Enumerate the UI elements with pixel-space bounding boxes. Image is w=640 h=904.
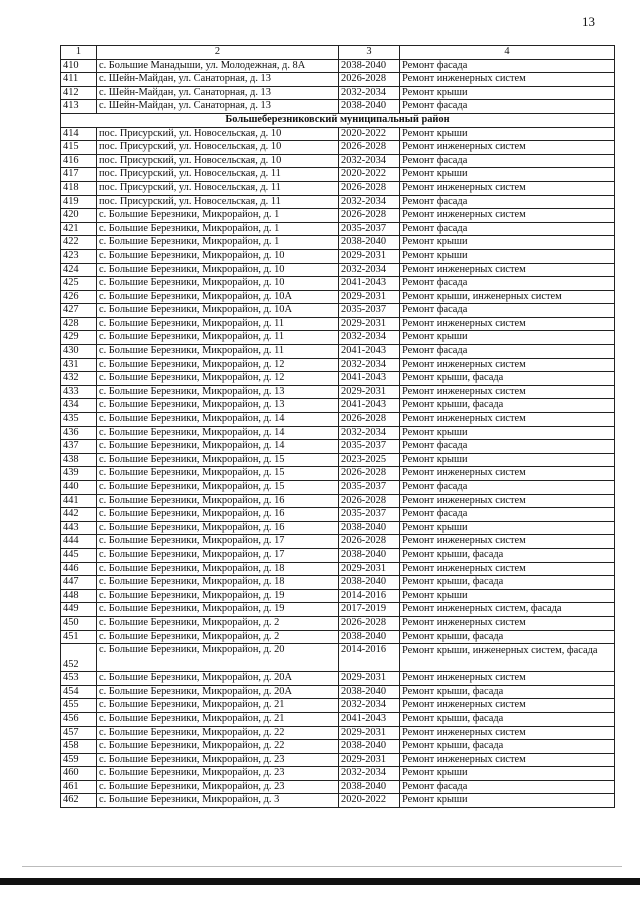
table-row: [61, 141, 615, 155]
period-cell: 2038-2040: [339, 685, 400, 699]
row-number-cell: 461: [61, 780, 97, 794]
table-row: [61, 209, 615, 223]
work-type-cell: Ремонт инженерных систем: [400, 73, 615, 87]
period-cell: 2041-2043: [339, 399, 400, 413]
table-row: [61, 780, 615, 794]
row-number-cell: 431: [61, 358, 97, 372]
row-number-cell: 413: [61, 100, 97, 114]
table-row: [61, 672, 615, 686]
address-cell: с. Большие Березники, Микрорайон, д. 1: [97, 222, 339, 236]
work-type-cell: Ремонт фасада: [400, 222, 615, 236]
row-number-cell: 450: [61, 616, 97, 630]
address-cell: с. Большие Березники, Микрорайон, д. 15: [97, 467, 339, 481]
address-cell: с. Большие Березники, Микрорайон, д. 16: [97, 521, 339, 535]
row-number-cell: 462: [61, 794, 97, 808]
period-cell: 2038-2040: [339, 100, 400, 114]
work-type-cell: Ремонт крыши, фасада: [400, 548, 615, 562]
period-cell: 2032-2034: [339, 86, 400, 100]
table-row: [61, 685, 615, 699]
work-type-cell: Ремонт фасада: [400, 59, 615, 73]
period-cell: 2032-2034: [339, 195, 400, 209]
row-number-cell: 422: [61, 236, 97, 250]
table-row: [61, 794, 615, 808]
period-cell: 2017-2019: [339, 603, 400, 617]
address-cell: с. Большие Березники, Микрорайон, д. 16: [97, 494, 339, 508]
period-cell: 2026-2028: [339, 467, 400, 481]
address-cell: с. Большие Березники, Микрорайон, д. 18: [97, 562, 339, 576]
period-cell: 2020-2022: [339, 794, 400, 808]
table-row: [61, 331, 615, 345]
table-row: [61, 630, 615, 644]
period-cell: 2026-2028: [339, 616, 400, 630]
row-number-cell: 432: [61, 372, 97, 386]
row-number-cell: 418: [61, 181, 97, 195]
column-header: 3: [339, 46, 400, 60]
address-cell: с. Большие Березники, Микрорайон, д. 15: [97, 453, 339, 467]
table-row: [61, 86, 615, 100]
address-cell: с. Большие Березники, Микрорайон, д. 10: [97, 277, 339, 291]
work-type-cell: Ремонт инженерных систем: [400, 263, 615, 277]
period-cell: 2029-2031: [339, 290, 400, 304]
period-cell: 2038-2040: [339, 59, 400, 73]
address-cell: с. Большие Березники, Микрорайон, д. 13: [97, 385, 339, 399]
period-cell: 2029-2031: [339, 385, 400, 399]
work-type-cell: Ремонт инженерных систем: [400, 753, 615, 767]
table-row: [61, 481, 615, 495]
table-row: [61, 372, 615, 386]
address-cell: с. Большие Березники, Микрорайон, д. 21: [97, 712, 339, 726]
period-cell: 2041-2043: [339, 277, 400, 291]
table-row: [61, 508, 615, 522]
address-cell: пос. Присурский, ул. Новосельская, д. 11: [97, 195, 339, 209]
scan-edge-line: [22, 866, 622, 867]
work-type-cell: Ремонт фасада: [400, 780, 615, 794]
address-cell: с. Большие Манадыши, ул. Молодежная, д. 8А: [97, 59, 339, 73]
period-cell: 2014-2016: [339, 644, 400, 672]
table-row: [61, 767, 615, 781]
period-cell: 2026-2028: [339, 494, 400, 508]
period-cell: 2020-2022: [339, 127, 400, 141]
work-type-cell: Ремонт инженерных систем: [400, 181, 615, 195]
period-cell: 2032-2034: [339, 331, 400, 345]
row-number-cell: 453: [61, 672, 97, 686]
period-cell: 2035-2037: [339, 508, 400, 522]
work-type-cell: Ремонт крыши: [400, 426, 615, 440]
address-cell: с. Большие Березники, Микрорайон, д. 19: [97, 589, 339, 603]
row-number-cell: 444: [61, 535, 97, 549]
address-cell: с. Большие Березники, Микрорайон, д. 10: [97, 249, 339, 263]
row-number-cell: 419: [61, 195, 97, 209]
period-cell: 2035-2037: [339, 304, 400, 318]
column-header: 4: [400, 46, 615, 60]
address-cell: пос. Присурский, ул. Новосельская, д. 10: [97, 141, 339, 155]
period-cell: 2032-2034: [339, 154, 400, 168]
address-cell: с. Большие Березники, Микрорайон, д. 20А: [97, 685, 339, 699]
period-cell: 2032-2034: [339, 699, 400, 713]
address-cell: с. Большие Березники, Микрорайон, д. 12: [97, 372, 339, 386]
work-type-cell: Ремонт инженерных систем: [400, 385, 615, 399]
address-cell: с. Большие Березники, Микрорайон, д. 10А: [97, 290, 339, 304]
address-cell: с. Большие Березники, Микрорайон, д. 23: [97, 753, 339, 767]
period-cell: 2038-2040: [339, 780, 400, 794]
table-row: [61, 154, 615, 168]
row-number-cell: 433: [61, 385, 97, 399]
period-cell: 2026-2028: [339, 413, 400, 427]
table-row: [61, 249, 615, 263]
table-row: [61, 535, 615, 549]
period-cell: 2041-2043: [339, 345, 400, 359]
work-type-cell: Ремонт крыши: [400, 589, 615, 603]
table-row: [61, 195, 615, 209]
table-row: [61, 413, 615, 427]
work-type-cell: Ремонт крыши, инженерных систем, фасада: [400, 644, 615, 672]
work-type-cell: Ремонт крыши, инженерных систем: [400, 290, 615, 304]
table-row: [61, 712, 615, 726]
row-number-cell: 445: [61, 548, 97, 562]
table-row: [61, 726, 615, 740]
work-type-cell: Ремонт крыши: [400, 453, 615, 467]
work-type-cell: Ремонт крыши, фасада: [400, 372, 615, 386]
period-cell: 2029-2031: [339, 317, 400, 331]
row-number-cell: 456: [61, 712, 97, 726]
work-type-cell: Ремонт крыши, фасада: [400, 630, 615, 644]
work-type-cell: Ремонт крыши: [400, 127, 615, 141]
period-cell: 2032-2034: [339, 358, 400, 372]
row-number-cell: 459: [61, 753, 97, 767]
row-number-cell: 436: [61, 426, 97, 440]
period-cell: 2026-2028: [339, 141, 400, 155]
table-row: [61, 440, 615, 454]
row-number-cell: 440: [61, 481, 97, 495]
work-type-cell: Ремонт крыши, фасада: [400, 576, 615, 590]
row-number-cell: 424: [61, 263, 97, 277]
table-row: [61, 426, 615, 440]
period-cell: 2038-2040: [339, 740, 400, 754]
work-type-cell: Ремонт крыши: [400, 794, 615, 808]
period-cell: 2038-2040: [339, 576, 400, 590]
table-row: [61, 181, 615, 195]
address-cell: с. Большие Березники, Микрорайон, д. 1: [97, 209, 339, 223]
period-cell: 2026-2028: [339, 535, 400, 549]
address-cell: пос. Присурский, ул. Новосельская, д. 10: [97, 154, 339, 168]
work-type-cell: Ремонт инженерных систем: [400, 494, 615, 508]
table-row: [61, 494, 615, 508]
period-cell: 2014-2016: [339, 589, 400, 603]
row-number-cell: 437: [61, 440, 97, 454]
period-cell: 2035-2037: [339, 222, 400, 236]
work-type-cell: Ремонт крыши: [400, 168, 615, 182]
work-type-cell: Ремонт инженерных систем: [400, 616, 615, 630]
work-type-cell: Ремонт крыши: [400, 767, 615, 781]
row-number-cell: 430: [61, 345, 97, 359]
row-number-cell: 435: [61, 413, 97, 427]
period-cell: 2038-2040: [339, 236, 400, 250]
period-cell: 2020-2022: [339, 168, 400, 182]
work-type-cell: Ремонт фасада: [400, 481, 615, 495]
work-type-cell: Ремонт фасада: [400, 195, 615, 209]
work-type-cell: Ремонт фасада: [400, 440, 615, 454]
address-cell: с. Большие Березники, Микрорайон, д. 20А: [97, 672, 339, 686]
work-type-cell: Ремонт фасада: [400, 277, 615, 291]
address-cell: с. Большие Березники, Микрорайон, д. 23: [97, 780, 339, 794]
address-cell: с. Большие Березники, Микрорайон, д. 15: [97, 481, 339, 495]
address-cell: с. Большие Березники, Микрорайон, д. 11: [97, 331, 339, 345]
row-number-cell: 426: [61, 290, 97, 304]
address-cell: с. Большие Березники, Микрорайон, д. 11: [97, 345, 339, 359]
period-cell: 2029-2031: [339, 672, 400, 686]
period-cell: 2026-2028: [339, 181, 400, 195]
row-number-cell: 434: [61, 399, 97, 413]
period-cell: 2038-2040: [339, 630, 400, 644]
address-cell: с. Большие Березники, Микрорайон, д. 2: [97, 630, 339, 644]
section-row: [61, 113, 615, 127]
row-number-cell: 420: [61, 209, 97, 223]
table-row: [61, 345, 615, 359]
row-number-cell: 427: [61, 304, 97, 318]
address-cell: пос. Присурский, ул. Новосельская, д. 10: [97, 127, 339, 141]
row-number-cell: 442: [61, 508, 97, 522]
period-cell: 2026-2028: [339, 209, 400, 223]
work-type-cell: Ремонт инженерных систем: [400, 317, 615, 331]
address-cell: с. Большие Березники, Микрорайон, д. 14: [97, 413, 339, 427]
table-row: [61, 277, 615, 291]
address-cell: с. Большие Березники, Микрорайон, д. 23: [97, 767, 339, 781]
address-cell: с. Большие Березники, Микрорайон, д. 10: [97, 263, 339, 277]
row-number-cell: 421: [61, 222, 97, 236]
period-cell: 2026-2028: [339, 73, 400, 87]
address-cell: с. Шейн-Майдан, ул. Санаторная, д. 13: [97, 86, 339, 100]
address-cell: с. Большие Березники, Микрорайон, д. 11: [97, 317, 339, 331]
period-cell: 2038-2040: [339, 548, 400, 562]
column-header: 1: [61, 46, 97, 60]
address-cell: с. Большие Березники, Микрорайон, д. 14: [97, 426, 339, 440]
table-row: [61, 100, 615, 114]
row-number-cell: 414: [61, 127, 97, 141]
period-cell: 2041-2043: [339, 712, 400, 726]
row-number-cell: 443: [61, 521, 97, 535]
work-type-cell: Ремонт крыши: [400, 86, 615, 100]
table-row: [61, 467, 615, 481]
work-type-cell: Ремонт фасада: [400, 508, 615, 522]
period-cell: 2032-2034: [339, 767, 400, 781]
work-type-cell: Ремонт крыши: [400, 249, 615, 263]
work-type-cell: Ремонт фасада: [400, 154, 615, 168]
work-type-cell: Ремонт инженерных систем: [400, 562, 615, 576]
table-row: [61, 589, 615, 603]
row-number-cell: 417: [61, 168, 97, 182]
period-cell: 2032-2034: [339, 426, 400, 440]
row-number-cell: 441: [61, 494, 97, 508]
work-type-cell: Ремонт фасада: [400, 100, 615, 114]
table-row: [61, 644, 615, 672]
row-number-cell: 446: [61, 562, 97, 576]
work-type-cell: Ремонт инженерных систем: [400, 726, 615, 740]
work-type-cell: Ремонт крыши, фасада: [400, 712, 615, 726]
repair-schedule-table: [60, 45, 615, 808]
row-number-cell: 460: [61, 767, 97, 781]
address-cell: с. Большие Березники, Микрорайон, д. 17: [97, 548, 339, 562]
table-body: [61, 46, 615, 808]
work-type-cell: Ремонт инженерных систем: [400, 141, 615, 155]
table-row: [61, 562, 615, 576]
address-cell: с. Большие Березники, Микрорайон, д. 13: [97, 399, 339, 413]
work-type-cell: Ремонт инженерных систем: [400, 672, 615, 686]
address-cell: с. Большие Березники, Микрорайон, д. 2: [97, 616, 339, 630]
row-number-cell: 423: [61, 249, 97, 263]
address-cell: с. Большие Березники, Микрорайон, д. 21: [97, 699, 339, 713]
table-row: [61, 576, 615, 590]
scan-bottom-border: [0, 878, 640, 885]
table-row: [61, 358, 615, 372]
address-cell: с. Большие Березники, Микрорайон, д. 1: [97, 236, 339, 250]
work-type-cell: Ремонт инженерных систем: [400, 535, 615, 549]
table-row: [61, 290, 615, 304]
row-number-cell: 410: [61, 59, 97, 73]
table-row: [61, 304, 615, 318]
row-number-cell: 447: [61, 576, 97, 590]
column-header: 2: [97, 46, 339, 60]
address-cell: с. Большие Березники, Микрорайон, д. 10А: [97, 304, 339, 318]
row-number-cell: 412: [61, 86, 97, 100]
row-number-cell: 416: [61, 154, 97, 168]
period-cell: 2035-2037: [339, 440, 400, 454]
address-cell: с. Большие Березники, Микрорайон, д. 19: [97, 603, 339, 617]
work-type-cell: Ремонт крыши, фасада: [400, 685, 615, 699]
table-row: [61, 127, 615, 141]
row-number-cell: 457: [61, 726, 97, 740]
period-cell: 2029-2031: [339, 726, 400, 740]
row-number-cell: 439: [61, 467, 97, 481]
table-row: [61, 740, 615, 754]
work-type-cell: Ремонт инженерных систем: [400, 358, 615, 372]
address-cell: с. Большие Березники, Микрорайон, д. 3: [97, 794, 339, 808]
row-number-cell: 429: [61, 331, 97, 345]
row-number-cell: 448: [61, 589, 97, 603]
address-cell: с. Большие Березники, Микрорайон, д. 14: [97, 440, 339, 454]
address-cell: с. Большие Березники, Микрорайон, д. 18: [97, 576, 339, 590]
address-cell: с. Большие Березники, Микрорайон, д. 22: [97, 740, 339, 754]
address-cell: с. Большие Березники, Микрорайон, д. 17: [97, 535, 339, 549]
address-cell: пос. Присурский, ул. Новосельская, д. 11: [97, 168, 339, 182]
work-type-cell: Ремонт инженерных систем: [400, 209, 615, 223]
table-row: [61, 73, 615, 87]
table-row: [61, 385, 615, 399]
table-header-row: [61, 46, 615, 60]
row-number-cell: 428: [61, 317, 97, 331]
work-type-cell: Ремонт фасада: [400, 345, 615, 359]
table-row: [61, 168, 615, 182]
table-row: [61, 616, 615, 630]
table-row: [61, 699, 615, 713]
row-number-cell: 454: [61, 685, 97, 699]
row-number-cell: 451: [61, 630, 97, 644]
row-number-cell: 415: [61, 141, 97, 155]
period-cell: 2029-2031: [339, 753, 400, 767]
address-cell: с. Большие Березники, Микрорайон, д. 20: [97, 644, 339, 672]
work-type-cell: Ремонт инженерных систем: [400, 467, 615, 481]
section-title: Большеберезниковский муниципальный район: [61, 113, 615, 127]
table-row: [61, 222, 615, 236]
row-number-cell: 425: [61, 277, 97, 291]
table-row: [61, 399, 615, 413]
table-row: [61, 263, 615, 277]
row-number-cell: 411: [61, 73, 97, 87]
table-row: [61, 548, 615, 562]
work-type-cell: Ремонт инженерных систем, фасада: [400, 603, 615, 617]
address-cell: с. Шейн-Майдан, ул. Санаторная, д. 13: [97, 100, 339, 114]
table-row: [61, 753, 615, 767]
work-type-cell: Ремонт крыши, фасада: [400, 399, 615, 413]
period-cell: 2035-2037: [339, 481, 400, 495]
period-cell: 2023-2025: [339, 453, 400, 467]
work-type-cell: Ремонт фасада: [400, 304, 615, 318]
table-row: [61, 453, 615, 467]
work-type-cell: Ремонт инженерных систем: [400, 413, 615, 427]
period-cell: 2032-2034: [339, 263, 400, 277]
row-number-cell: 452: [61, 644, 97, 672]
period-cell: 2029-2031: [339, 562, 400, 576]
table-row: [61, 521, 615, 535]
table-row: [61, 603, 615, 617]
period-cell: 2038-2040: [339, 521, 400, 535]
address-cell: пос. Присурский, ул. Новосельская, д. 11: [97, 181, 339, 195]
period-cell: 2029-2031: [339, 249, 400, 263]
work-type-cell: Ремонт крыши: [400, 521, 615, 535]
work-type-cell: Ремонт крыши: [400, 236, 615, 250]
row-number-cell: 438: [61, 453, 97, 467]
work-type-cell: Ремонт крыши: [400, 331, 615, 345]
page-number: 13: [582, 14, 595, 29]
table-row: [61, 236, 615, 250]
table-row: [61, 317, 615, 331]
row-number-cell: 449: [61, 603, 97, 617]
work-type-cell: Ремонт крыши, фасада: [400, 740, 615, 754]
period-cell: 2041-2043: [339, 372, 400, 386]
work-type-cell: Ремонт инженерных систем: [400, 699, 615, 713]
row-number-cell: 458: [61, 740, 97, 754]
address-cell: с. Большие Березники, Микрорайон, д. 12: [97, 358, 339, 372]
table-row: [61, 59, 615, 73]
address-cell: с. Большие Березники, Микрорайон, д. 22: [97, 726, 339, 740]
row-number-cell: 455: [61, 699, 97, 713]
address-cell: с. Шейн-Майдан, ул. Санаторная, д. 13: [97, 73, 339, 87]
address-cell: с. Большие Березники, Микрорайон, д. 16: [97, 508, 339, 522]
